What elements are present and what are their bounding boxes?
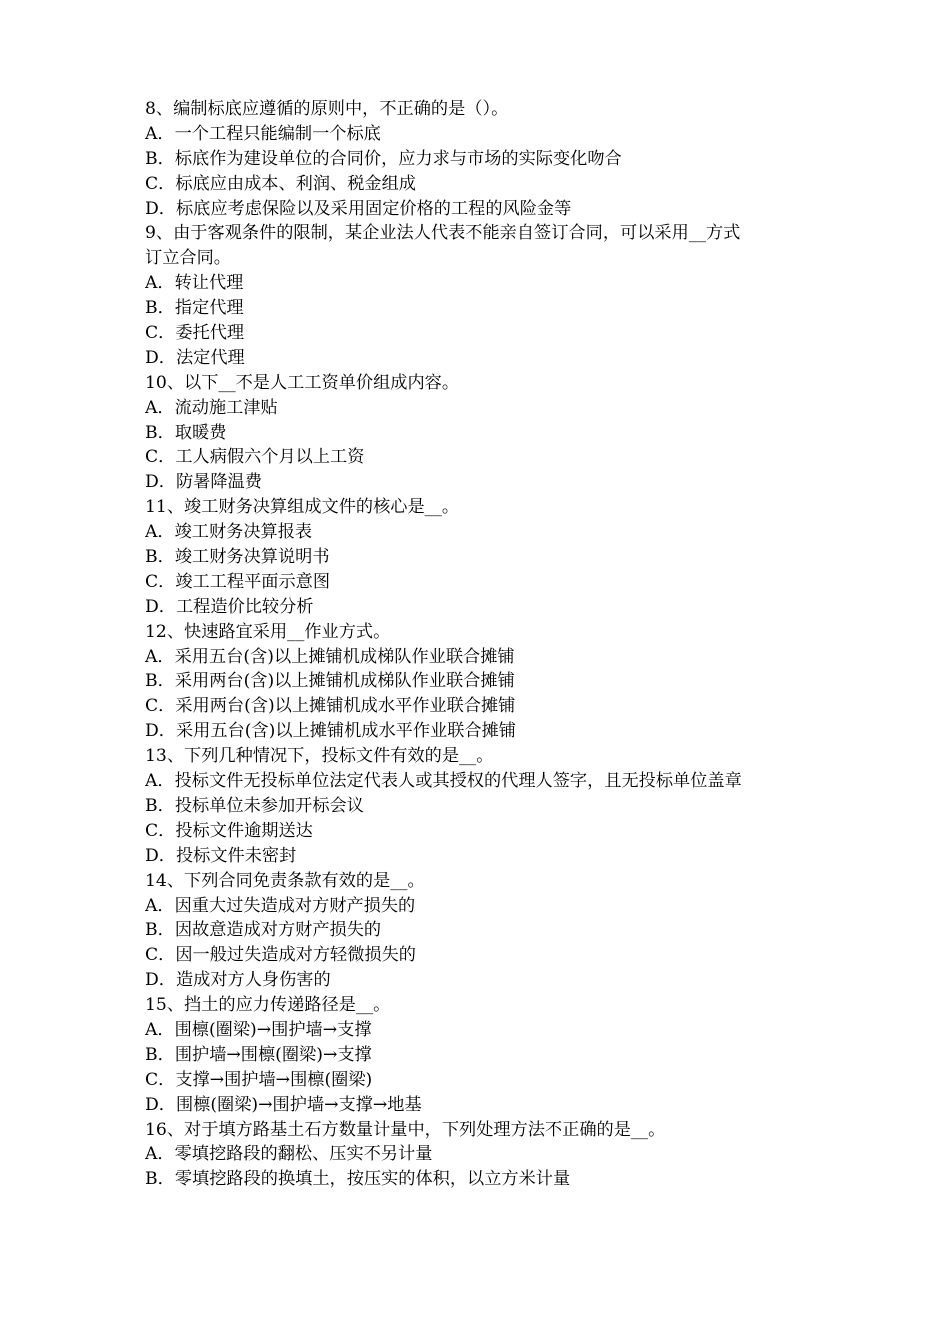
question-14-stem: 14、下列合同免责条款有效的是__。	[145, 870, 425, 891]
question-14-option-a: A．因重大过失造成对方财产损失的	[145, 895, 416, 916]
question-11-option-b: B．竣工财务决算说明书	[145, 547, 330, 568]
question-9-stem-continued: 订立合同。	[145, 248, 231, 269]
question-14-option-c: C．因一般过失造成对方轻微损失的	[145, 945, 416, 966]
question-16-option-b: B．零填挖路段的换填土，按压实的体积，以立方米计量	[145, 1169, 571, 1190]
question-13-option-d: D．投标文件未密封	[145, 845, 297, 866]
question-10-option-d: D．防暑降温费	[145, 472, 262, 493]
question-10-stem: 10、以下__不是人工工资单价组成内容。	[145, 372, 460, 393]
question-13-option-b: B．投标单位未参加开标会议	[145, 795, 364, 816]
question-14-option-d: D．造成对方人身伤害的	[145, 970, 331, 991]
question-16-stem: 16、对于填方路基土石方数量计量中，下列处理方法不正确的是__。	[145, 1119, 666, 1140]
question-8-option-d: D．标底应考虑保险以及采用固定价格的工程的风险金等	[145, 198, 572, 219]
question-9-option-a: A．转让代理	[145, 273, 244, 294]
question-8-option-a: A．一个工程只能编制一个标底	[145, 123, 381, 144]
question-12-option-c: C．采用两台(含)以上摊铺机成水平作业联合摊铺	[145, 696, 516, 717]
question-15-option-d: D．围檩(圈梁)→围护墙→支撑→地基	[145, 1094, 422, 1115]
question-10-option-a: A．流动施工津贴	[145, 397, 278, 418]
question-13-option-c: C．投标文件逾期送达	[145, 820, 313, 841]
question-12-option-b: B．采用两台(含)以上摊铺机成梯队作业联合摊铺	[145, 671, 515, 692]
question-10-option-c: C．工人病假六个月以上工资	[145, 447, 365, 468]
question-10-option-b: B．取暖费	[145, 422, 227, 443]
question-9-option-b: B．指定代理	[145, 298, 244, 319]
question-8-stem: 8、编制标底应遵循的原则中，不正确的是（）。	[145, 99, 509, 119]
question-15-stem: 15、挡土的应力传递路径是__。	[145, 995, 391, 1016]
question-12-option-d: D．采用五台(含)以上摊铺机成水平作业联合摊铺	[145, 721, 516, 742]
question-8-option-b: B．标底作为建设单位的合同价，应力求与市场的实际变化吻合	[145, 148, 622, 169]
question-15-option-b: B．围护墙→围檩(圈梁)→支撑	[145, 1044, 372, 1065]
question-12-stem: 12、快速路宜采用__作业方式。	[145, 621, 391, 642]
question-14-option-b: B．因故意造成对方财产损失的	[145, 920, 382, 941]
question-9-stem: 9、由于客观条件的限制，某企业法人代表不能亲自签订合同，可以采用__方式	[145, 223, 741, 244]
question-13-stem: 13、下列几种情况下，投标文件有效的是__。	[145, 746, 494, 767]
question-11-option-c: C．竣工工程平面示意图	[145, 571, 331, 592]
question-12-option-a: A．采用五台(含)以上摊铺机成梯队作业联合摊铺	[145, 646, 515, 667]
question-15-option-a: A．围檩(圈梁)→围护墙→支撑	[145, 1019, 372, 1040]
question-15-option-c: C．支撑→围护墙→围檩(圈梁)	[145, 1069, 373, 1090]
question-11-option-d: D．工程造价比较分析	[145, 596, 314, 617]
question-9-option-c: C．委托代理	[145, 323, 245, 344]
question-11-option-a: A．竣工财务决算报表	[145, 522, 313, 543]
document-text	[145, 97, 815, 1192]
question-9-option-d: D．法定代理	[145, 347, 245, 368]
question-16-option-a: A．零填挖路段的翻松、压实不另计量	[145, 1144, 433, 1165]
question-13-option-a: A．投标文件无投标单位法定代表人或其授权的代理人签字，且无投标单位盖章	[145, 771, 742, 792]
question-11-stem: 11、竣工财务决算组成文件的核心是__。	[145, 497, 460, 518]
question-8-option-c: C．标底应由成本、利润、税金组成	[145, 173, 416, 194]
